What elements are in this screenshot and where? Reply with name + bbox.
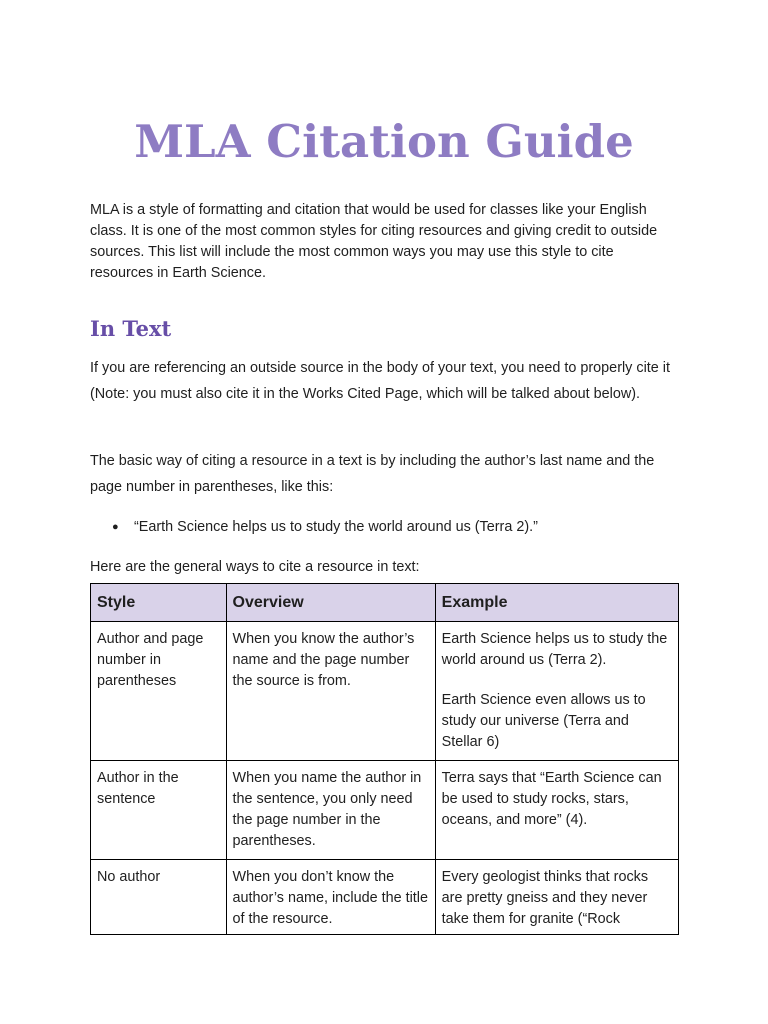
in-text-paragraph-1: If you are referencing an outside source in the body of your text, you need to properly cite it (Note: you must also cite it in the Works Cited Page, which will be talked about below).	[90, 360, 670, 402]
table-intro-paragraph: Here are the general ways to cite a resource in text:	[90, 559, 420, 575]
table-cell-example	[435, 761, 678, 860]
table-cell-example	[435, 622, 678, 761]
table-row	[91, 860, 679, 935]
section-heading-in-text: In Text	[90, 316, 172, 341]
citation-styles-table	[90, 583, 679, 935]
table-row	[91, 622, 679, 761]
bullet-list-item	[112, 514, 672, 540]
table-cell-example	[435, 860, 678, 935]
table-header-cell: Style	[91, 584, 227, 622]
example-text: Terra says that “Earth Science can be used to study rocks, stars, oceans, and more” (4).	[441, 770, 662, 828]
example-text: Earth Science even allows us to study our universe (Terra and Stellar 6)	[441, 692, 646, 750]
table-cell-overview: When you don’t know the author’s name, include the title of the resource.	[226, 860, 435, 935]
table-cell-style: No author	[91, 860, 227, 935]
table-header-row	[91, 584, 679, 622]
page-title: MLA Citation Guide	[134, 115, 634, 168]
table-header-cell: Overview	[226, 584, 435, 622]
bullet-example-text: “Earth Science helps us to study the world around us (Terra 2).”	[134, 519, 538, 535]
table-header-cell: Example	[435, 584, 678, 622]
table-cell-overview: When you know the author’s name and the page number the source is from.	[226, 622, 435, 761]
example-text: Every geologist thinks that rocks are pretty gneiss and they never take them for granite (“Rock	[441, 869, 649, 927]
in-text-paragraph-2: The basic way of citing a resource in a text is by including the author’s last name and the page number in parentheses, like this:	[90, 453, 655, 495]
table-cell-style: Author and page number in parentheses	[91, 622, 227, 761]
intro-paragraph: MLA is a style of formatting and citation that would be used for classes like your English class. It is one of the most common styles for citing resources and giving credit to outside sources. This list will include the most common ways you may use this style to cite resources in Earth Science.	[90, 202, 658, 281]
example-text: Earth Science helps us to study the world around us (Terra 2).	[441, 631, 668, 668]
table-cell-overview: When you name the author in the sentence, you only need the page number in the parentheses.	[226, 761, 435, 860]
table-row	[91, 761, 679, 860]
table-cell-style: Author in the sentence	[91, 761, 227, 860]
bullet-icon: ●	[112, 521, 119, 533]
